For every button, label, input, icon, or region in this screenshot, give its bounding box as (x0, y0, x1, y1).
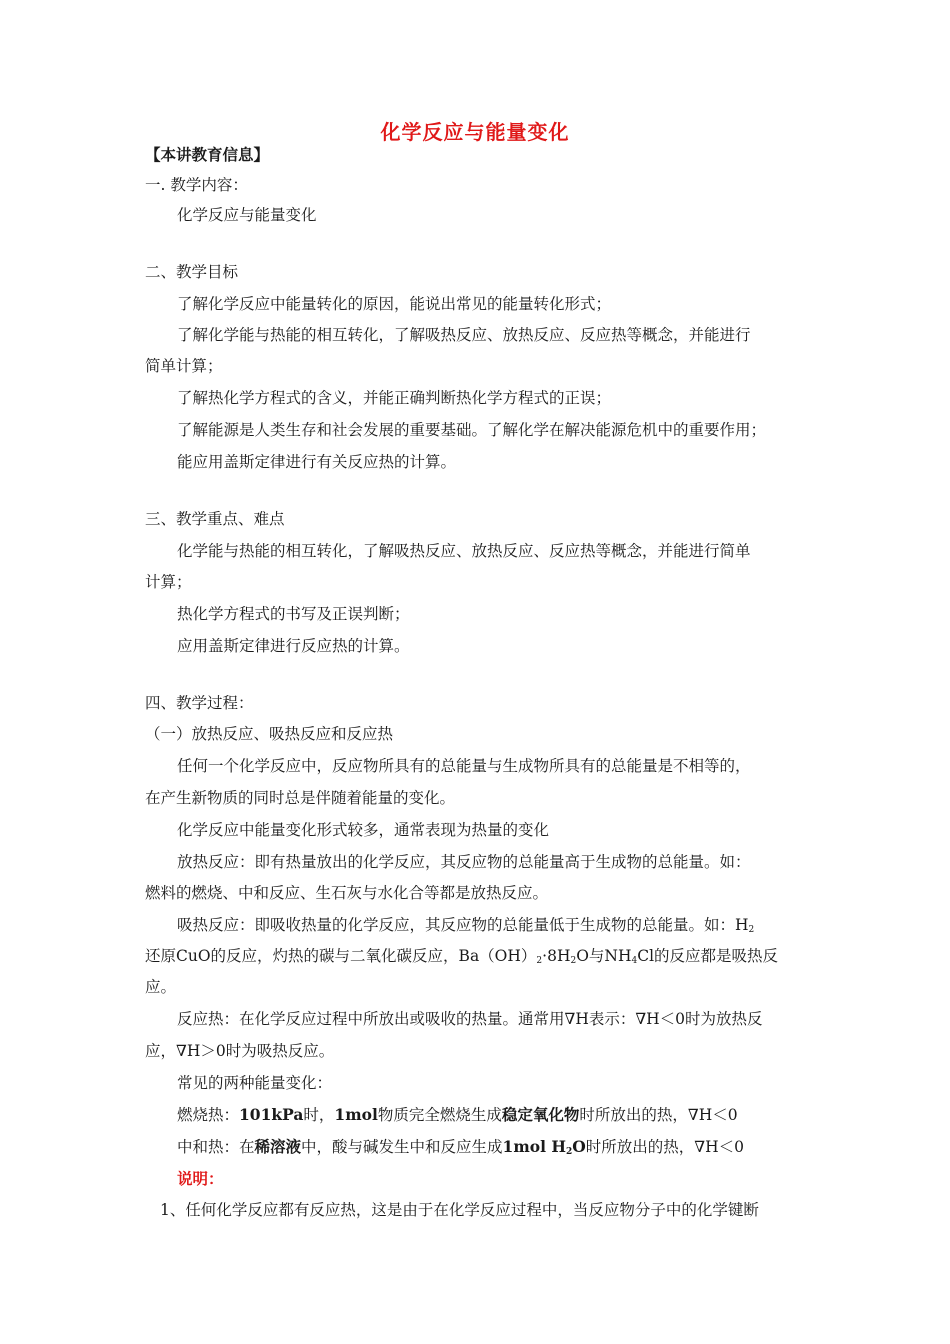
section-4-p1b: 在产生新物质的同时总是伴随着能量的变化。 (145, 789, 456, 807)
p7-text-1: 燃烧热： (177, 1106, 240, 1124)
p8-bold-2: 1mol H (502, 1137, 566, 1156)
section-2-p4: 了解能源是人类生存和社会发展的重要基础。了解化学在解决能源危机中的重要作用； (177, 421, 767, 439)
neutralization-heat-line (177, 1137, 744, 1162)
p4b-sub-2: 2 (570, 956, 577, 966)
section-4-p4c: 应。 (145, 978, 177, 996)
section-4-p3b: 燃料的燃烧、中和反应、生石灰与水化合等都是放热反应。 (145, 884, 549, 902)
p4b-text-4: Cl的反应都是吸热反 (637, 947, 779, 965)
p7-text-3: 时， (303, 1106, 335, 1124)
section-1-heading: 一. 教学内容： (145, 176, 248, 194)
p7-text-5: 物质完全燃烧生成 (377, 1106, 502, 1124)
section-4-p1a: 任何一个化学反应中，反应物所具有的总能量与生成物所具有的总能量是不相等的， (177, 757, 751, 775)
p4b-sub-3: 4 (631, 956, 638, 966)
p8-text-3: 中，酸与碱发生中和反应生成 (301, 1138, 503, 1156)
section-2-p5: 能应用盖斯定律进行有关反应热的计算。 (177, 453, 457, 471)
p7-bold-3: 稳定氧化物 (501, 1105, 580, 1124)
section-4-p4b (145, 946, 778, 971)
section-4-p4a (177, 915, 754, 940)
section-4-p6: 常见的两种能量变化： (177, 1074, 333, 1092)
section-3-heading: 三、教学重点、难点 (145, 510, 285, 528)
note-label: 说明： (177, 1170, 224, 1188)
section-2-heading: 二、教学目标 (145, 263, 239, 281)
section-3-p1b: 计算； (145, 573, 192, 591)
section-3-p2: 热化学方程式的书写及正误判断； (177, 605, 410, 623)
info-header: 【本讲教育信息】 (145, 146, 270, 164)
p4b-text-1: 还原CuO的反应，灼热的碳与二氧化碳反应，Ba（OH） (145, 947, 537, 965)
section-2-p1: 了解化学反应中能量转化的原因，能说出常见的能量转化形式； (177, 295, 612, 313)
p8-text-6: 时所放出的热，∇H＜0 (585, 1138, 744, 1156)
p4b-text-3: O与NH (576, 947, 632, 965)
p4b-sub-1: 2 (536, 956, 543, 966)
section-4-p2: 化学反应中能量变化形式较多，通常表现为热量的变化 (177, 821, 550, 839)
p8-text-1: 中和热：在 (177, 1138, 255, 1156)
section-4-p3a: 放热反应：即有热量放出的化学反应，其反应物的总能量高于生成物的总能量。如： (177, 853, 751, 871)
section-4-p5a: 反应热：在化学反应过程中所放出或吸收的热量。通常用∇H表示：∇H＜0时为放热反 (177, 1010, 763, 1028)
section-2-p2a: 了解化学能与热能的相互转化，了解吸热反应、放热反应、反应热等概念，并能进行 (177, 326, 751, 344)
section-4-heading: 四、教学过程： (145, 694, 254, 712)
p7-bold-1: 101kPa (239, 1105, 304, 1124)
section-1-body: 化学反应与能量变化 (177, 206, 317, 224)
p4b-text-2: ·8H (542, 947, 571, 965)
section-2-p3: 了解热化学方程式的含义，并能正确判断热化学方程式的正误； (177, 389, 612, 407)
note-1: 1、任何化学反应都有反应热，这是由于在化学反应过程中，当反应物分子中的化学键断 (160, 1201, 759, 1219)
p8-bold-3: O (572, 1137, 586, 1156)
p7-text-7: 时所放出的热，∇H＜0 (579, 1106, 738, 1124)
p4a-sub: 2 (748, 925, 755, 935)
p4a-text: 吸热反应：即吸收热量的化学反应，其反应物的总能量低于生成物的总能量。如：H (177, 916, 749, 934)
p8-sub: 2 (566, 1147, 573, 1157)
section-3-p3: 应用盖斯定律进行反应热的计算。 (177, 637, 410, 655)
section-2-p2b: 简单计算； (145, 357, 223, 375)
combustion-heat-line (177, 1105, 738, 1125)
p7-bold-2: 1mol (334, 1105, 378, 1124)
p8-bold-1: 稀溶液 (254, 1137, 302, 1156)
section-4-sub1: （一）放热反应、吸热反应和反应热 (145, 725, 394, 743)
doc-title: 化学反应与能量变化 (380, 120, 570, 144)
section-3-p1a: 化学能与热能的相互转化，了解吸热反应、放热反应、反应热等概念，并能进行简单 (177, 542, 751, 560)
section-4-p5b: 应，∇H＞0时为吸热反应。 (145, 1042, 335, 1060)
